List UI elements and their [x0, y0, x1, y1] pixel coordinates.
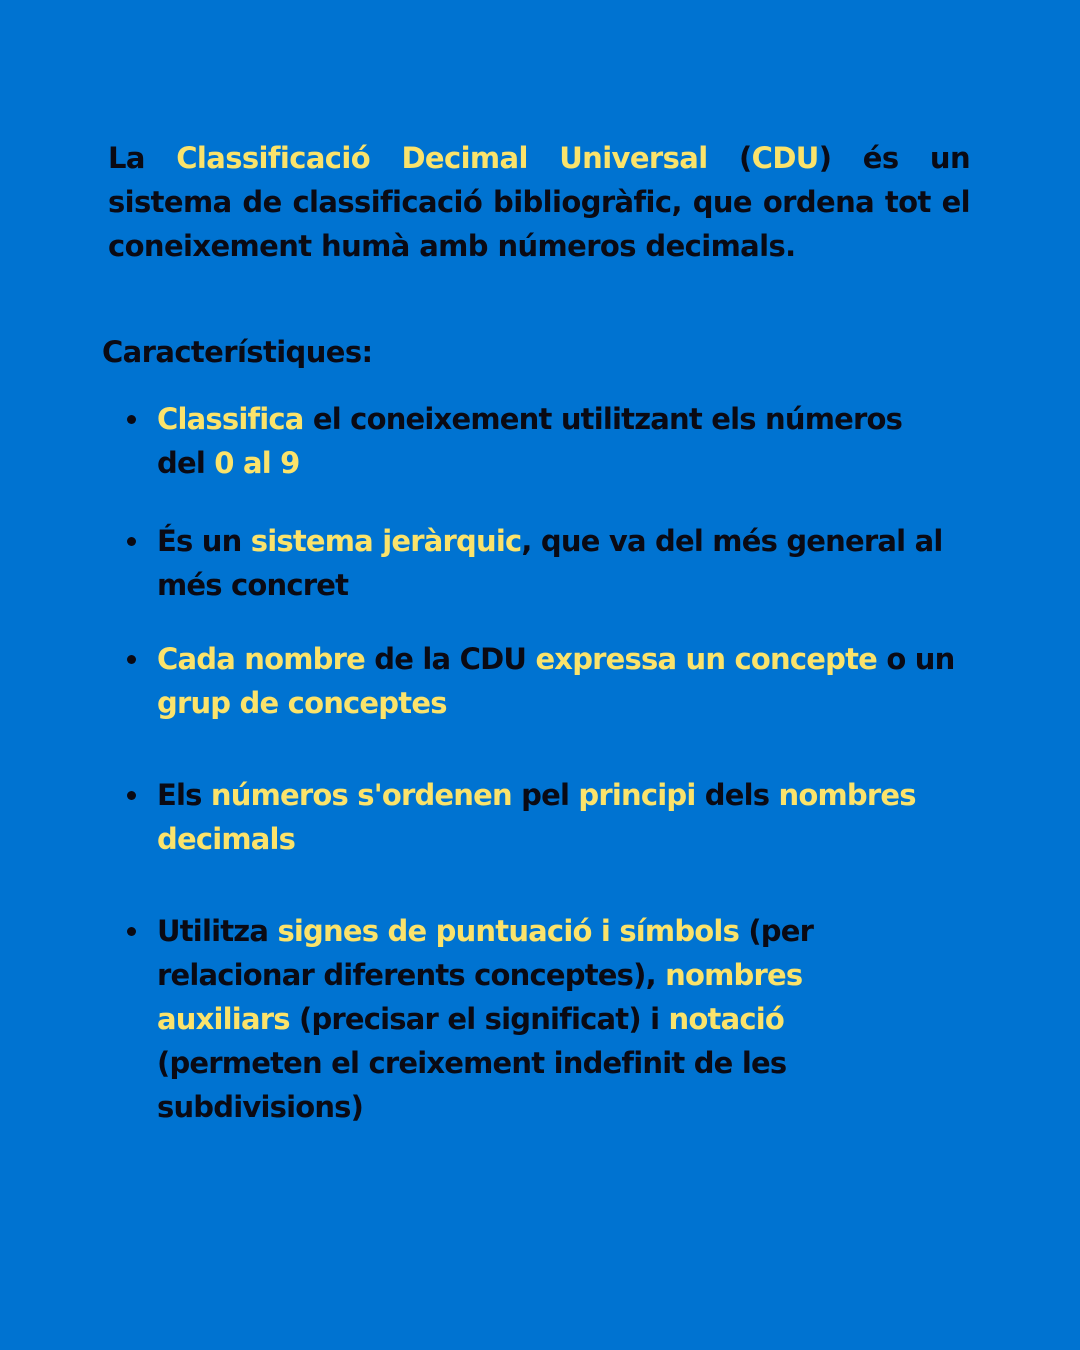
bullet-dot-icon	[127, 415, 136, 424]
intro-text: ) és un sistema de classificació bibliogràfic, que ordena tot el coneixement humà amb números decimals.	[108, 141, 970, 263]
bullet-text: de la CDU	[365, 642, 536, 676]
intro-text: (	[707, 141, 752, 175]
bullet-highlight: Classifica	[157, 402, 304, 436]
section-heading: Característiques:	[102, 335, 373, 369]
bullet-highlight: grup de conceptes	[157, 686, 447, 720]
bullet-text: o un	[877, 642, 955, 676]
bullet-text: pel	[511, 778, 579, 812]
bullet-item-signes	[157, 909, 887, 1129]
bullet-highlight: expressa un concepte	[535, 642, 878, 676]
intro-paragraph	[108, 136, 970, 268]
bullet-highlight: nombres decimals	[157, 778, 916, 856]
bullet-highlight: nombres auxiliars	[157, 958, 803, 1036]
bullet-item-concepte	[157, 637, 957, 725]
bullet-highlight: signes de puntuació i símbols	[277, 914, 740, 948]
intro-highlight-cdu-name: Classificació Decimal Universal	[176, 141, 708, 175]
intro-text: La	[108, 141, 177, 175]
bullet-text: Els	[157, 778, 211, 812]
bullet-highlight: números s'ordenen	[210, 778, 512, 812]
bullet-text: És un	[157, 524, 251, 558]
bullet-text: (precisar el significat) i	[289, 1002, 669, 1036]
bullet-highlight: sistema jeràrquic	[250, 524, 522, 558]
intro-highlight-cdu: CDU	[751, 141, 819, 175]
bullet-text: dels	[695, 778, 779, 812]
bullet-item-jerarquic	[157, 519, 957, 607]
bullet-item-decimals	[157, 773, 957, 861]
bullet-dot-icon	[127, 927, 136, 936]
bullet-highlight: notació	[668, 1002, 785, 1036]
bullet-text: el coneixement utilitzant els números del	[157, 402, 903, 480]
bullet-text: , que va del més general al més concret	[157, 524, 943, 602]
bullet-highlight: 0 al 9	[214, 446, 300, 480]
bullet-text: Utilitza	[157, 914, 278, 948]
bullet-text: (permeten el creixement indefinit de les subdivisions)	[157, 1046, 787, 1124]
bullet-item-classifica	[157, 397, 957, 485]
bullet-dot-icon	[127, 791, 136, 800]
bullet-text: (per relacionar diferents conceptes),	[157, 914, 814, 992]
bullet-dot-icon	[127, 655, 136, 664]
bullet-dot-icon	[127, 537, 136, 546]
bullet-highlight: principi	[578, 778, 696, 812]
bullet-highlight: Cada nombre	[157, 642, 365, 676]
